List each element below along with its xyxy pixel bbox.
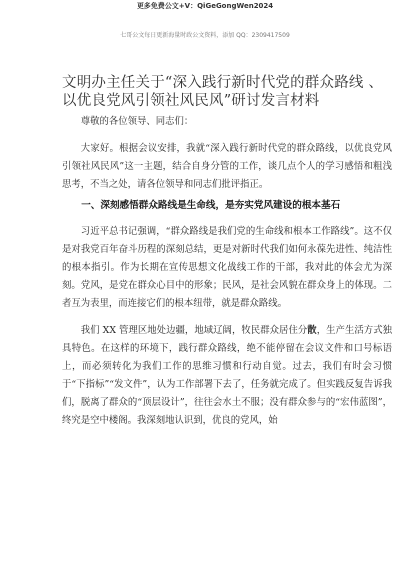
watermark-notice: 七哥公文每日更新海量时政公文资料，添加 QQ：2309417509	[120, 32, 290, 39]
paragraph-body: 习近平总书记强调，“群众路线是我们党的生命线和根本工作路线”。这不仅是对我党百年奋斗历程的深刻总结，更是对新时代我们如何永葆先进性、纯洁性的根本指引。作为长期在宣传思想文化战线工作的干部，我对此的体会尤为深刻。党风，是党在群众心目中的形象；民风，是社会风貌在群众身上的体现。二者互为表里，而连接它们的根本纽带，就是群众路线。	[62, 226, 392, 309]
bold-text: 散	[307, 325, 317, 336]
paragraph-text: ，生产生活方式独具特色。在这样的环境下，践行群众路线，绝不能停留在会议文件和口号标语上，而必须转化为我们工作的思维习惯和行动自觉。过去，我们有时会习惯于“下指标”“发文件”，认为工作部署下去了，任务就完成了。但实践反复告诉我们，脱离了群众的“顶层设计”，往往会水土不服；没有群众参与的“宏伟蓝图”，终究是空中楼阁。我深刻地认识到，优良的党风，始	[62, 325, 392, 426]
paragraph-body	[62, 322, 392, 430]
paragraph-intro: 大家好。根据会议安排，我就“深入践行新时代党的群众路线，以优良党风引领社风民风”这一主题，结合自身分管的工作，谈几点个人的学习感悟和粗浅思考，不当之处，请各位领导和同志们批评指正。	[62, 143, 392, 190]
paragraph-text: 我们 XX 管理区地处边疆，地域辽阔，牧民群众居住分	[80, 325, 308, 336]
promo-banner	[0, 0, 410, 16]
promo-text: 更多免费公文+V：QiGeGongWen2024	[136, 2, 274, 10]
section-heading: 一、深刻感悟群众路线是生命线，是夯实党风建设的根本基石	[81, 200, 341, 211]
greeting: 尊敬的各位领导、同志们：	[80, 116, 194, 127]
document-body	[62, 113, 392, 430]
document-title: 文明办主任关于“深入践行新时代党的群众路线 、 以优良党风引领社风民风”研讨发言材料	[62, 75, 384, 109]
